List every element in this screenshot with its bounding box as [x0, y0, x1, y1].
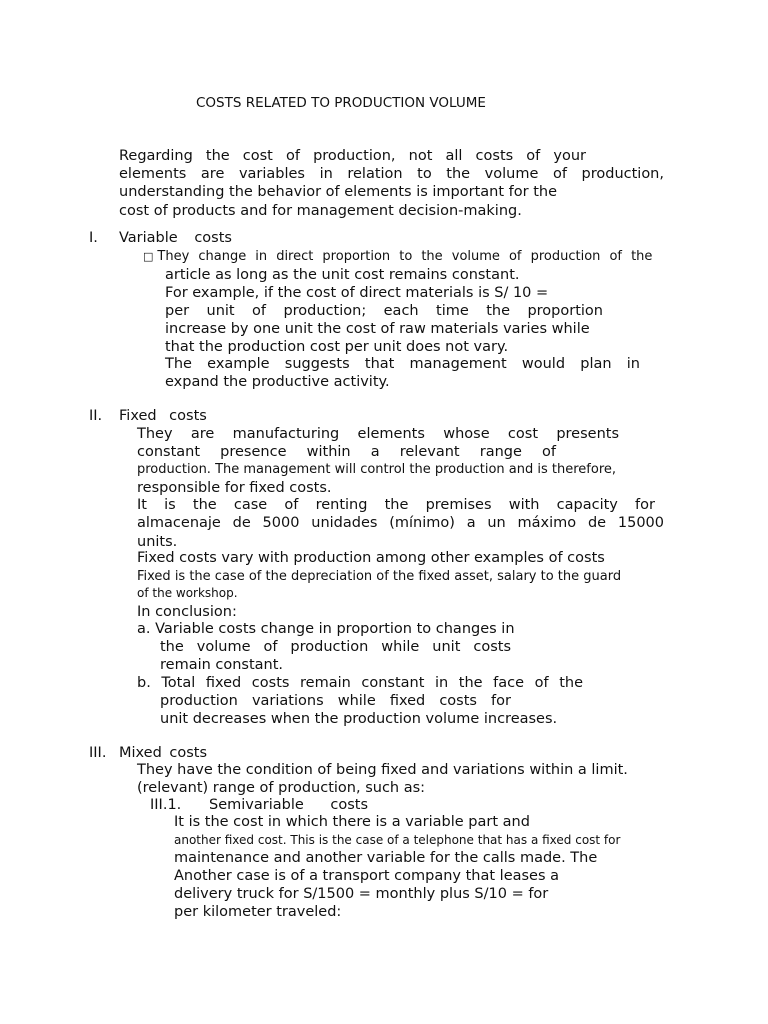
fixed-line: the volume of production while unit costs — [160, 639, 511, 655]
page-title: COSTS RELATED TO PRODUCTION VOLUME — [196, 95, 486, 111]
section-heading-variable: Variable costs — [119, 230, 232, 246]
section-heading-fixed: Fixed costs — [119, 408, 207, 424]
fixed-line: unit decreases when the production volume increases. — [160, 711, 558, 727]
variable-line: They change in direct proportion to the volume of production of the — [157, 249, 653, 264]
bullet-line — [143, 248, 652, 266]
fixed-line: units. — [137, 534, 178, 550]
variable-line: For example, if the cost of direct materials is S/ 10 = — [165, 285, 549, 301]
semivariable-line: It is the cost in which there is a variable part and — [174, 814, 530, 830]
fixed-line: responsible for fixed costs. — [137, 480, 332, 496]
fixed-line: It is the case of renting the premises with capacity for — [137, 497, 655, 513]
semivariable-line: per kilometer traveled: — [174, 904, 342, 920]
section-number: III. — [89, 745, 107, 761]
intro-line: Regarding the cost of production, not all costs of your — [119, 148, 586, 164]
fixed-line: Fixed costs vary with production among other examples of costs — [137, 550, 605, 566]
semivariable-line: another fixed cost. This is the case of a telephone that has a fixed cost for — [174, 833, 621, 847]
fixed-line: constant presence within a relevant range of — [137, 444, 556, 460]
fixed-line: In conclusion: — [137, 604, 237, 620]
mixed-line: (relevant) range of production, such as: — [137, 780, 426, 796]
section-number: I. — [89, 230, 98, 246]
fixed-line: a. Variable costs change in proportion to changes in — [137, 621, 515, 637]
fixed-line: remain constant. — [160, 657, 284, 673]
intro-line: understanding the behavior of elements is important for the — [119, 184, 557, 200]
fixed-line: production. The management will control the production and is therefore, — [137, 462, 617, 477]
fixed-line: They are manufacturing elements whose cost presents — [137, 426, 619, 442]
variable-line: that the production cost per unit does not vary. — [165, 339, 509, 355]
fixed-line: b. Total fixed costs remain constant in the face of the — [137, 675, 583, 691]
semivariable-line: maintenance and another variable for the calls made. The — [174, 850, 598, 866]
intro-line: cost of products and for management decision-making. — [119, 203, 522, 219]
intro-line: elements are variables in relation to the volume of production, — [119, 166, 664, 182]
fixed-line: Fixed is the case of the depreciation of the fixed asset, salary to the guard — [137, 569, 622, 584]
variable-line: per unit of production; each time the proportion — [165, 303, 603, 319]
section-heading-mixed: Mixed costs — [119, 745, 208, 761]
semivariable-line: delivery truck for S/1500 = monthly plus S/10 = for — [174, 886, 549, 902]
section-number: II. — [89, 408, 103, 424]
variable-line: The example suggests that management would plan in — [165, 356, 640, 372]
fixed-line: almacenaje de 5000 unidades (mínimo) a un máximo de 15000 — [137, 515, 664, 531]
subsection-number: III.1. — [150, 797, 182, 813]
variable-line: article as long as the unit cost remains constant. — [165, 267, 520, 283]
fixed-line: production variations while fixed costs for — [160, 693, 511, 709]
variable-line: increase by one unit the cost of raw materials varies while — [165, 321, 590, 337]
mixed-line: They have the condition of being fixed and variations within a limit. — [137, 762, 628, 778]
variable-line: expand the productive activity. — [165, 374, 390, 390]
semivariable-line: Another case is of a transport company that leases a — [174, 868, 560, 884]
square-bullet-icon: □ — [143, 250, 154, 263]
fixed-line: of the workshop. — [137, 586, 238, 600]
subsection-heading-semivariable: Semivariable costs — [209, 797, 369, 813]
